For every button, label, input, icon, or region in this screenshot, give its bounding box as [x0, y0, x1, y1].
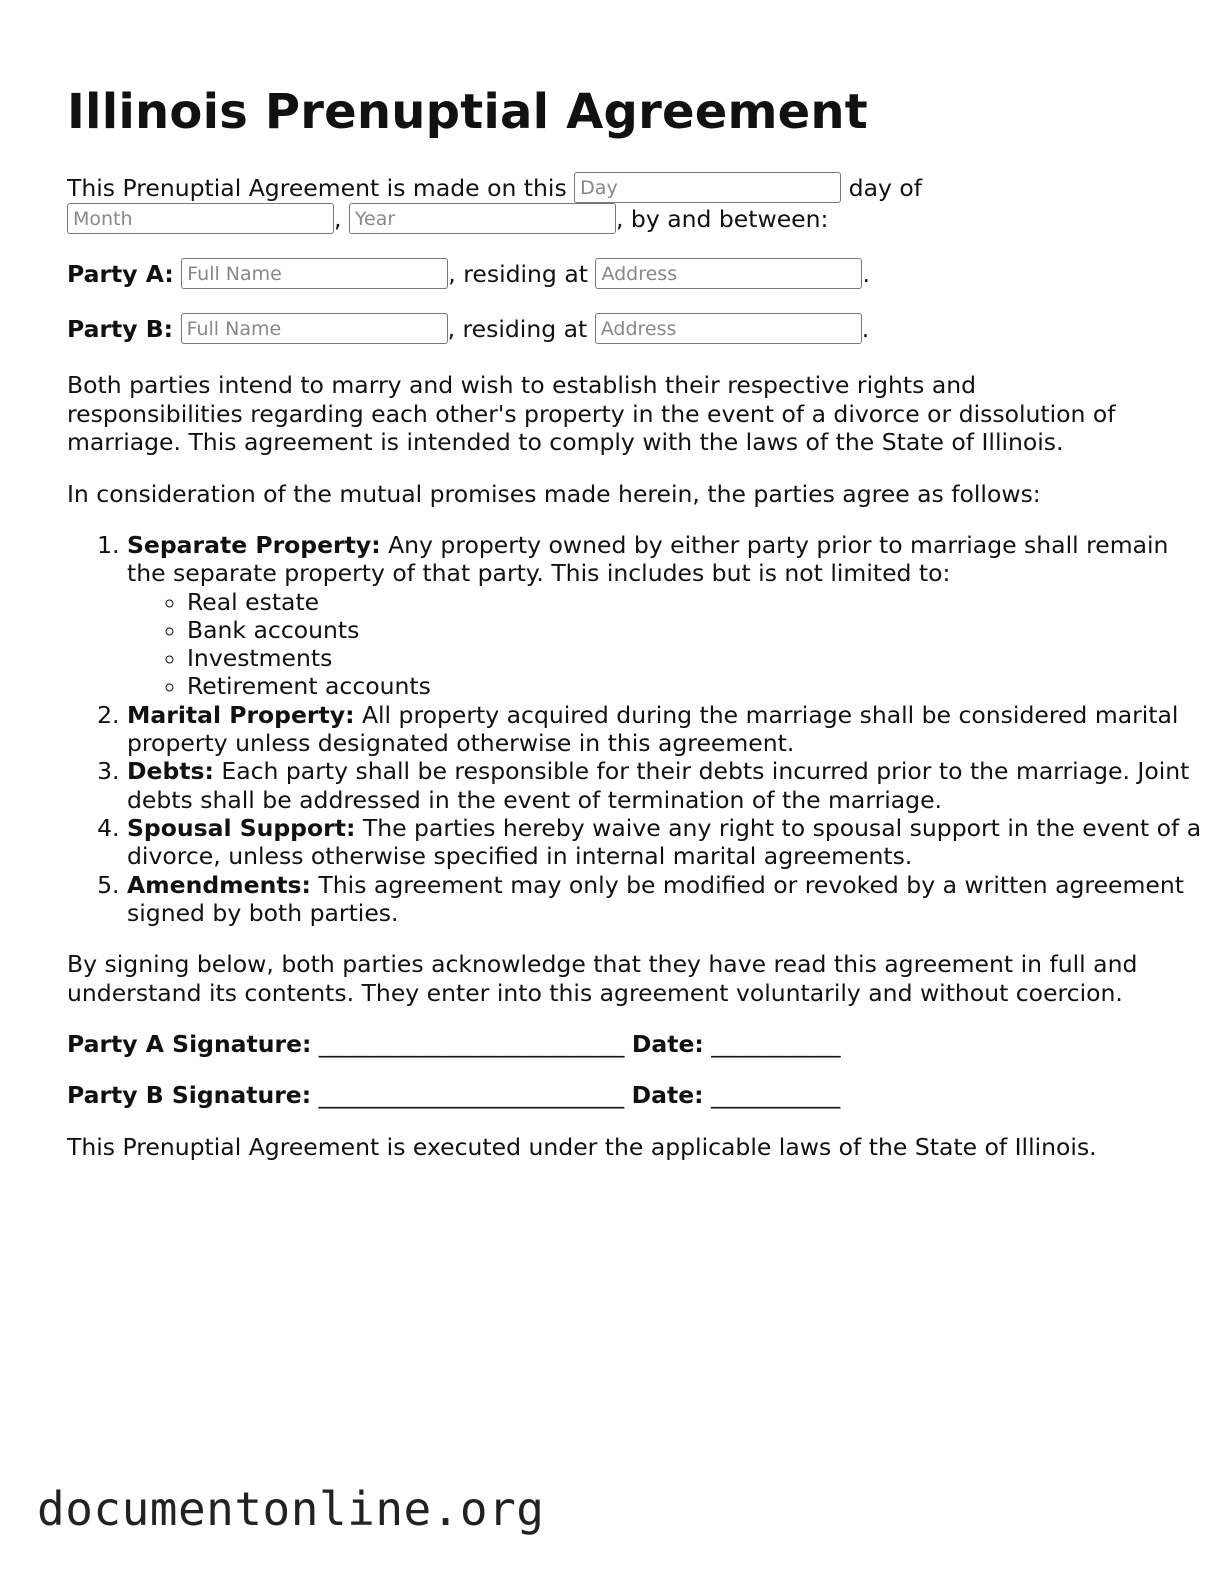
- term-item: [127, 814, 1207, 871]
- party-a-signature-field[interactable]: __________________________: [311, 1030, 632, 1058]
- page-title: Illinois Prenuptial Agreement: [67, 84, 868, 140]
- separate-property-list: [127, 588, 1207, 701]
- term-item: [127, 531, 1207, 701]
- term-item: [127, 871, 1207, 928]
- party-b-signature-line: [67, 1081, 840, 1110]
- party-b-line: [67, 315, 869, 346]
- party-a-signature-label: Party A Signature:: [67, 1030, 312, 1058]
- party-a-date-label: Date:: [631, 1030, 704, 1058]
- watermark: documentonline.org: [37, 1482, 545, 1536]
- intro-text: This Prenuptial Agreement is made on this: [67, 174, 567, 202]
- party-a-residing-text: , residing at: [448, 260, 588, 288]
- term-text: This agreement may only be modified or revoked by a written agreement signed by both parties.: [127, 870, 1184, 927]
- list-item: ◦ Investments: [187, 644, 1207, 672]
- acknowledgement-paragraph: By signing below, both parties acknowledge that they have read this agreement in full and understand its contents. They enter into this agreement voluntarily and without coercion.: [67, 950, 1138, 1007]
- intro-line-1: [67, 174, 922, 205]
- party-b-date-label: Date:: [631, 1081, 704, 1109]
- term-item: [127, 701, 1207, 758]
- party-a-date-field[interactable]: ___________: [703, 1030, 841, 1058]
- party-b-name-input[interactable]: [181, 313, 448, 344]
- term-text: Any property owned by either party prior to marriage shall remain the separate property of that party. This includes but is not limited to:: [127, 531, 1169, 588]
- party-b-residing-text: , residing at: [447, 315, 588, 343]
- term-heading: Amendments:: [127, 870, 311, 899]
- party-b-period: .: [861, 315, 870, 343]
- consideration-paragraph: In consideration of the mutual promises made herein, the parties agree as follows:: [67, 480, 1041, 508]
- comma-text: ,: [334, 205, 342, 233]
- term-text: The parties hereby waive any right to spousal support in the event of a divorce, unless otherwise specified in internal marital agreements.: [127, 813, 1202, 871]
- term-text: All property acquired during the marriage shall be considered marital property unless designated otherwise in this agreement.: [127, 700, 1179, 758]
- year-input[interactable]: [349, 203, 616, 234]
- party-b-date-field[interactable]: ___________: [703, 1081, 841, 1109]
- by-and-between-text: , by and between:: [615, 205, 829, 233]
- day-of-text: day of: [848, 174, 923, 202]
- intent-paragraph: Both parties intend to marry and wish to establish their respective rights and responsibilities regarding each other's property in the event of a divorce or dissolution of marriage. This agreement is intended to comply with the laws of the State of Illinois.: [67, 371, 1116, 456]
- day-input[interactable]: [574, 172, 841, 203]
- party-a-name-input[interactable]: [181, 258, 448, 289]
- closing-paragraph: This Prenuptial Agreement is executed under the applicable laws of the State of Illinois.: [67, 1133, 1097, 1161]
- list-item: ◦ Retirement accounts: [187, 672, 1207, 700]
- party-a-address-input[interactable]: [595, 258, 862, 289]
- terms-list: [67, 531, 1207, 927]
- term-text: Each party shall be responsible for their debts incurred prior to the marriage. Joint debts shall be addressed in the event of termination of the marriage.: [127, 757, 1190, 814]
- list-item: ◦ Bank accounts: [187, 616, 1207, 644]
- term-heading: Separate Property:: [127, 531, 381, 559]
- party-b-label: Party B:: [67, 315, 174, 343]
- month-input[interactable]: [67, 203, 334, 234]
- party-a-line: [67, 260, 870, 291]
- party-a-signature-line: [67, 1030, 841, 1059]
- list-item: ◦ Real estate: [187, 588, 1207, 616]
- term-heading: Debts:: [127, 757, 214, 786]
- party-b-signature-field[interactable]: __________________________: [311, 1081, 632, 1109]
- party-a-label: Party A:: [67, 260, 174, 288]
- term-heading: Marital Property:: [127, 700, 355, 729]
- intro-line-2: [67, 205, 828, 236]
- party-a-period: .: [862, 260, 870, 288]
- party-b-signature-label: Party B Signature:: [67, 1081, 312, 1109]
- party-b-address-input[interactable]: [595, 313, 862, 344]
- term-item: [127, 757, 1207, 814]
- term-heading: Spousal Support:: [127, 813, 356, 842]
